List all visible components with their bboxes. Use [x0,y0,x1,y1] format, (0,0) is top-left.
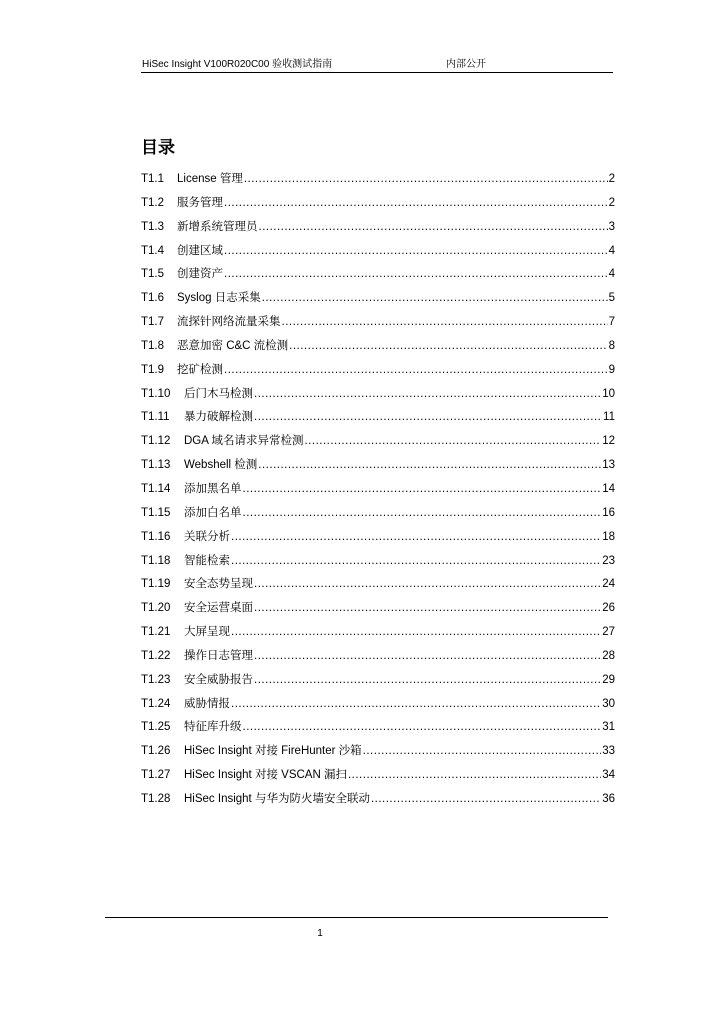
toc-entry-number: T1.9 [141,363,165,376]
toc-entry-page: 31 [602,721,615,734]
toc-entry-number: T1.3 [141,220,165,233]
toc-entry-t1-1[interactable] [141,168,615,192]
toc-dot-leader [259,216,608,240]
toc-entry-page: 3 [608,220,615,233]
toc-dot-leader [231,693,601,717]
toc-entry-number: T1.18 [141,554,171,567]
toc-dot-leader [231,526,601,550]
toc-entry-page: 28 [602,649,615,662]
toc-entry-page: 36 [602,792,615,805]
toc-entry-title: 安全威胁报告 [184,673,253,686]
toc-dot-leader [363,740,602,764]
toc-entry-page: 23 [602,554,615,567]
toc-entry-number: T1.16 [141,530,171,543]
toc-dot-leader [224,359,608,383]
toc-entry-t1-20[interactable] [141,597,615,621]
toc-entry-page: 18 [602,530,615,543]
toc-entry-page: 33 [602,745,615,758]
toc-entry-page: 11 [603,411,615,424]
toc-entry-number: T1.2 [141,196,165,209]
toc-entry-t1-24[interactable] [141,693,615,717]
toc-entry-page: 10 [602,387,615,400]
toc-entry-title: HiSec Insight 对接 VSCAN 漏扫 [184,769,347,782]
toc-dot-leader [254,573,601,597]
toc-entry-title: Webshell 检测 [184,459,258,472]
toc-dot-leader [243,716,602,740]
toc-entry-t1-21[interactable] [141,621,615,645]
toc-entry-number: T1.1 [141,173,165,185]
toc-entry-number: T1.8 [141,339,165,352]
toc-dot-leader [244,168,608,192]
page-header [141,58,613,73]
toc-entry-title: 安全态势呈现 [184,578,253,591]
toc-entry-page: 8 [608,339,615,352]
toc-list [141,168,615,812]
toc-entry-t1-23[interactable] [141,669,615,693]
toc-entry-title: DGA 域名请求异常检测 [184,435,304,448]
toc-entry-number: T1.7 [141,316,165,329]
toc-entry-t1-19[interactable] [141,573,615,597]
toc-entry-page: 2 [608,196,615,209]
toc-entry-number: T1.25 [141,721,171,734]
toc-entry-t1-12[interactable] [141,430,615,454]
toc-entry-t1-28[interactable] [141,788,615,812]
toc-entry-number: T1.6 [141,292,165,305]
toc-entry-title: 新增系统管理员 [177,220,258,233]
toc-entry-t1-16[interactable] [141,526,615,550]
footer-divider [105,917,608,918]
classification-label: 内部公开 [446,59,486,70]
toc-entry-page: 27 [602,626,615,639]
document-title: HiSec Insight V100R020C00 验收测试指南 [142,59,333,70]
toc-entry-title: HiSec Insight 对接 FireHunter 沙箱 [184,745,362,758]
toc-dot-leader [243,478,602,502]
toc-entry-page: 12 [602,435,615,448]
toc-entry-t1-2[interactable] [141,192,615,216]
toc-entry-number: T1.11 [141,411,170,424]
toc-dot-leader [254,597,601,621]
toc-entry-title: 暴力破解检测 [184,411,253,424]
toc-entry-title: 创建区域 [177,244,223,257]
toc-entry-page: 29 [602,673,615,686]
toc-entry-t1-10[interactable] [141,383,615,407]
toc-entry-t1-11[interactable] [141,406,615,430]
toc-entry-page: 16 [602,506,615,519]
toc-entry-number: T1.4 [141,244,165,257]
toc-dot-leader [258,454,601,478]
toc-entry-t1-25[interactable] [141,716,615,740]
toc-entry-title: 添加白名单 [184,506,242,519]
toc-entry-page: 13 [602,459,615,472]
toc-entry-title: 特征库升级 [184,721,242,734]
toc-dot-leader [254,645,601,669]
toc-entry-number: T1.26 [141,745,171,758]
toc-entry-number: T1.20 [141,602,171,615]
toc-dot-leader [224,263,608,287]
toc-entry-title: License 管理 [177,173,243,185]
toc-entry-t1-22[interactable] [141,645,615,669]
toc-dot-leader [254,406,602,430]
toc-entry-page: 4 [608,244,615,257]
toc-dot-leader [371,788,601,812]
toc-entry-title: HiSec Insight 与华为防火墙安全联动 [184,792,370,805]
toc-entry-number: T1.14 [141,482,171,495]
toc-dot-leader [231,550,601,574]
toc-title: 目录 [141,138,175,157]
toc-entry-number: T1.12 [141,435,171,448]
toc-entry-title: 恶意加密 C&C 流检测 [177,339,289,352]
toc-entry-page: 14 [602,482,615,495]
toc-entry-number: T1.22 [141,649,171,662]
toc-entry-number: T1.13 [141,459,171,472]
toc-entry-t1-5[interactable] [141,263,615,287]
toc-dot-leader [254,383,601,407]
toc-entry-page: 7 [608,316,615,329]
toc-dot-leader [348,764,601,788]
toc-dot-leader [254,669,601,693]
toc-entry-t1-8[interactable] [141,335,615,359]
toc-entry-page: 30 [602,697,615,710]
toc-entry-t1-9[interactable] [141,359,615,383]
toc-entry-title: 大屏呈现 [184,626,230,639]
toc-entry-page: 5 [608,292,615,305]
toc-entry-title: Syslog 日志采集 [177,292,261,305]
toc-entry-title: 流探针网络流量采集 [177,316,281,329]
page-number: 1 [317,928,323,939]
toc-entry-number: T1.24 [141,697,171,710]
toc-entry-title: 挖矿检测 [177,363,223,376]
toc-entry-title: 服务管理 [177,196,223,209]
toc-entry-number: T1.23 [141,673,171,686]
toc-dot-leader [304,430,601,454]
toc-entry-t1-26[interactable] [141,740,615,764]
toc-entry-title: 安全运营桌面 [184,602,253,615]
toc-entry-title: 威胁情报 [184,697,230,710]
toc-entry-title: 创建资产 [177,268,223,281]
toc-dot-leader [289,335,607,359]
toc-entry-t1-6[interactable] [141,287,615,311]
toc-dot-leader [224,192,608,216]
toc-entry-page: 34 [602,769,615,782]
toc-entry-number: T1.27 [141,769,171,782]
toc-entry-t1-3[interactable] [141,216,615,240]
toc-entry-title: 智能检索 [184,554,230,567]
toc-dot-leader [231,621,601,645]
toc-dot-leader [282,311,608,335]
toc-entry-page: 2 [608,173,615,185]
toc-entry-number: T1.10 [141,387,171,400]
toc-entry-title: 关联分析 [184,530,230,543]
toc-entry-t1-7[interactable] [141,311,615,335]
toc-entry-number: T1.28 [141,792,171,805]
toc-entry-t1-18[interactable] [141,550,615,574]
toc-entry-t1-15[interactable] [141,502,615,526]
toc-entry-t1-27[interactable] [141,764,615,788]
toc-dot-leader [262,287,608,311]
toc-entry-t1-13[interactable] [141,454,615,478]
toc-entry-number: T1.21 [141,626,171,639]
toc-entry-page: 26 [602,602,615,615]
toc-entry-t1-4[interactable] [141,240,615,264]
toc-dot-leader [224,240,608,264]
toc-entry-title: 操作日志管理 [184,649,253,662]
toc-entry-page: 9 [608,363,615,376]
toc-dot-leader [243,502,602,526]
toc-entry-t1-14[interactable] [141,478,615,502]
toc-entry-number: T1.15 [141,506,171,519]
toc-entry-number: T1.19 [141,578,171,591]
toc-entry-title: 添加黑名单 [184,482,242,495]
toc-entry-page: 4 [608,268,615,281]
toc-entry-title: 后门木马检测 [184,387,253,400]
toc-entry-page: 24 [602,578,615,591]
toc-entry-number: T1.5 [141,268,165,281]
